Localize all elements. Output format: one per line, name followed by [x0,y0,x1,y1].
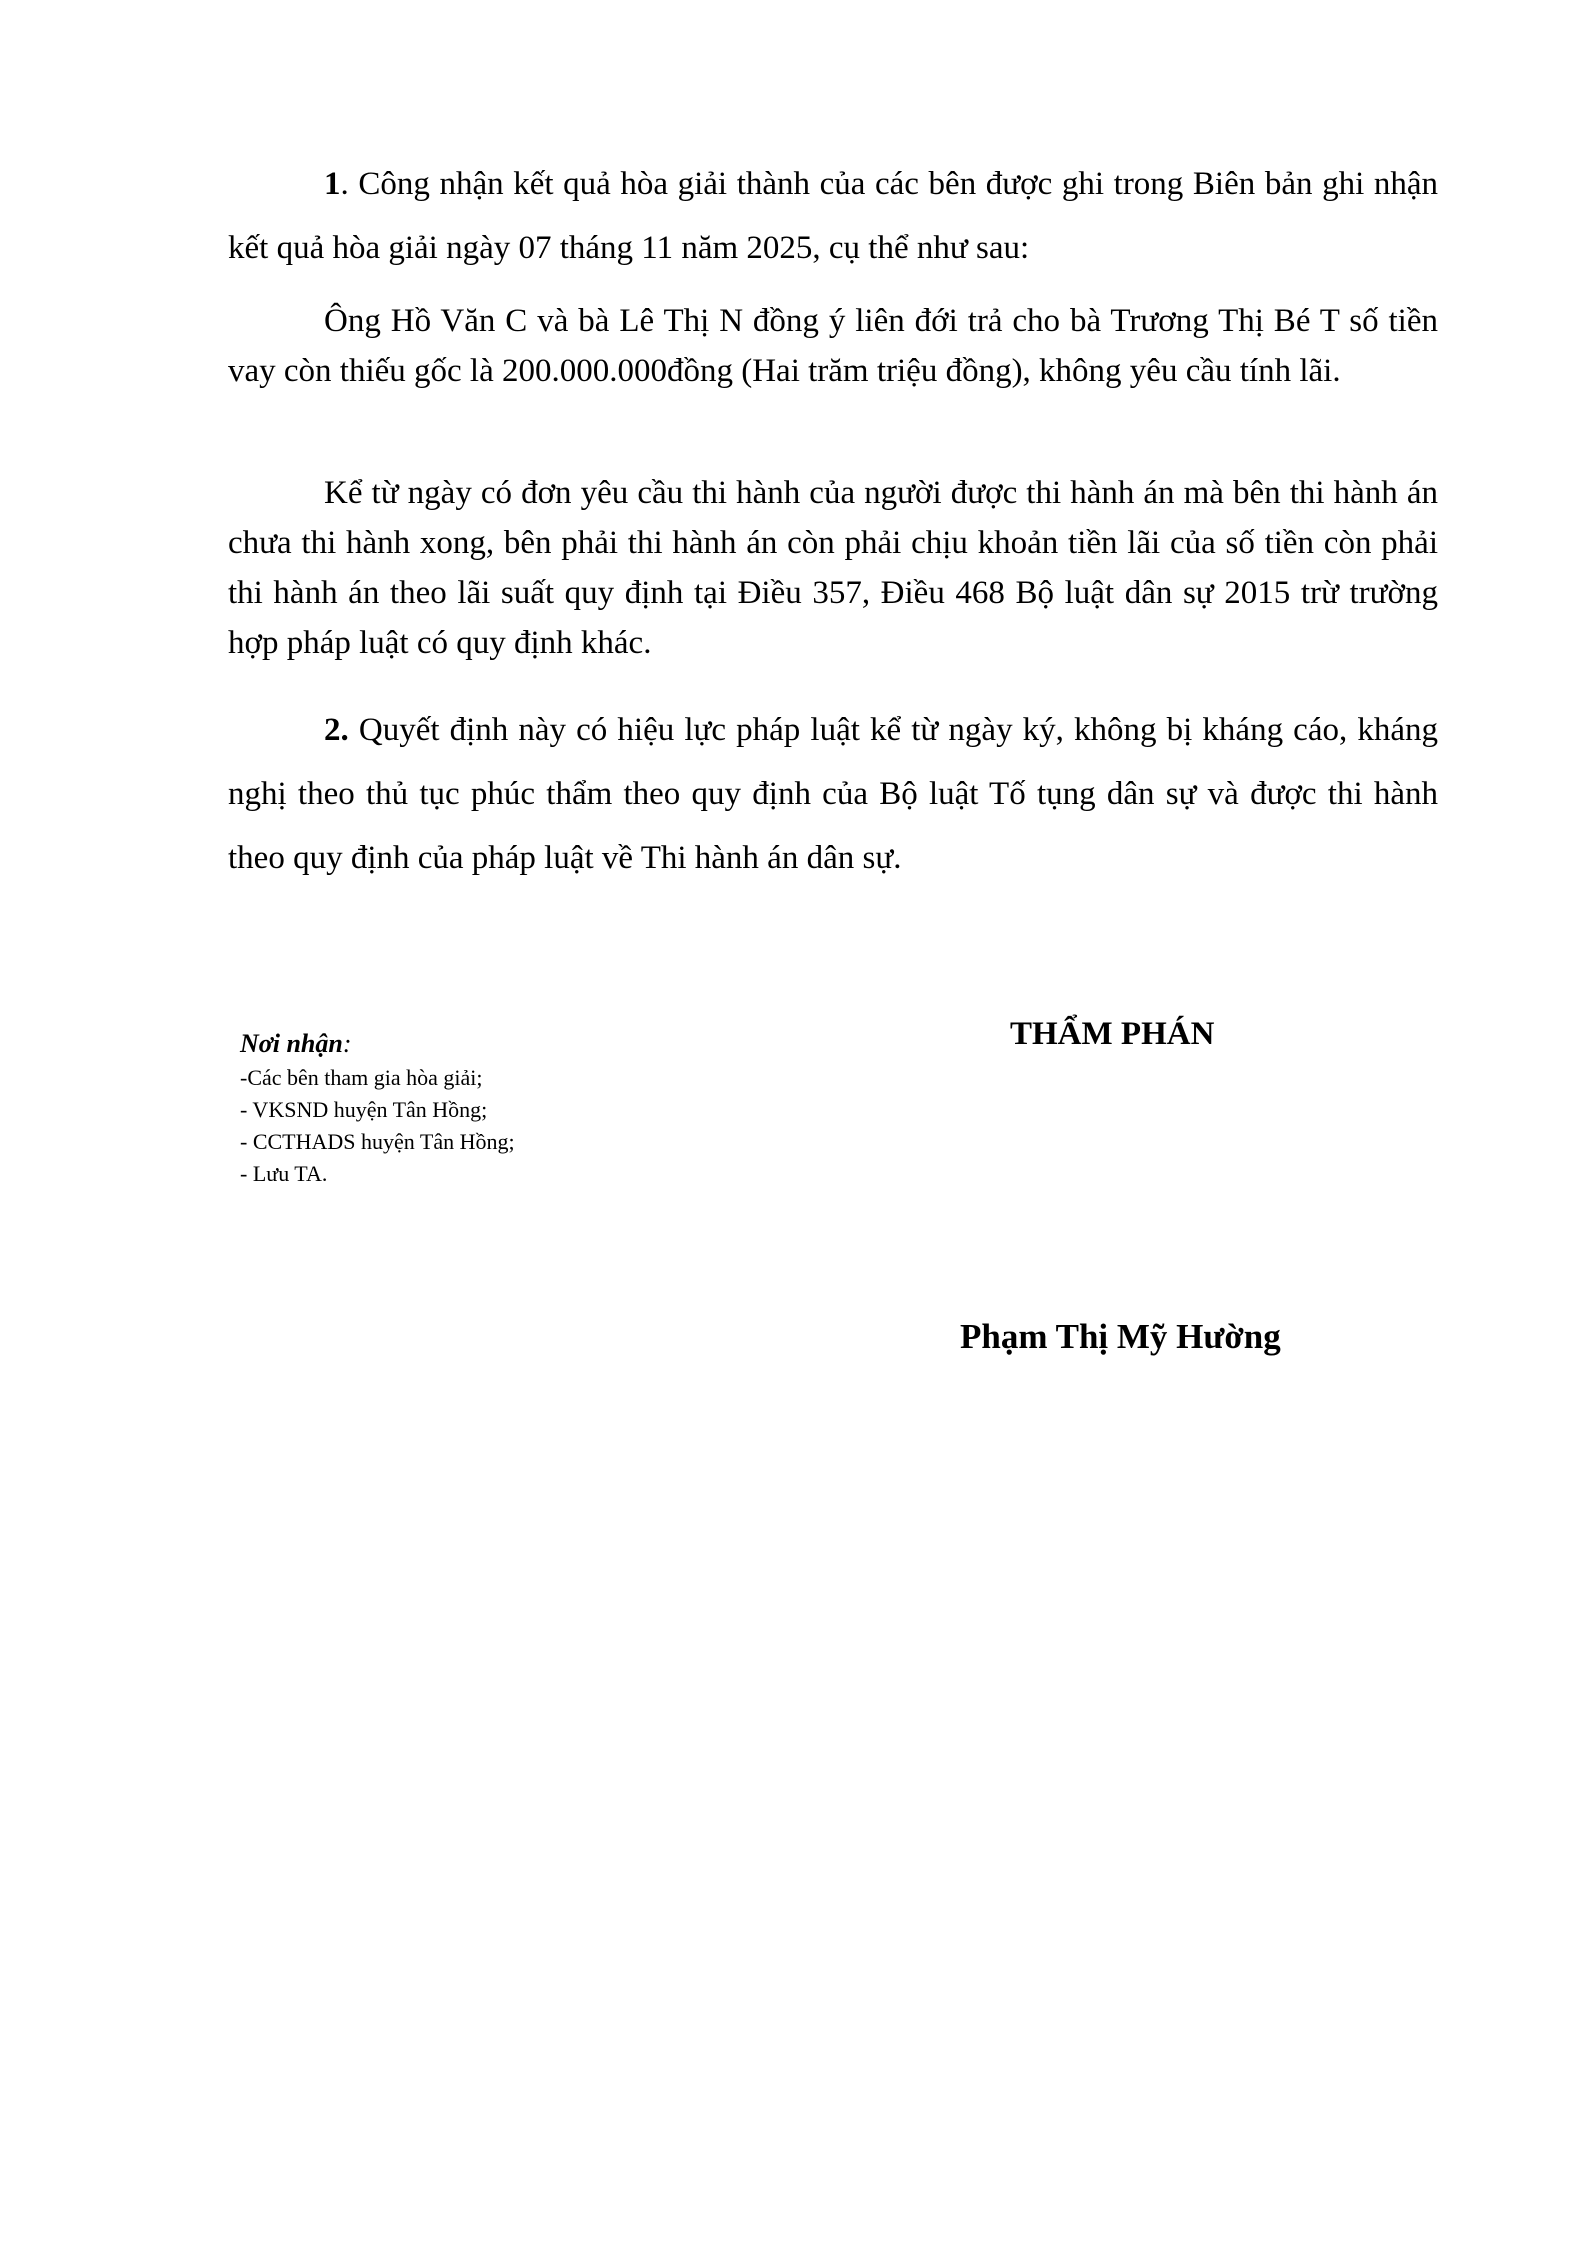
recipient-item: - VKSND huyện Tân Hồng; [240,1097,488,1122]
paragraph-1 [228,152,1438,280]
paragraph-2-text: Ông Hồ Văn C và bà Lê Thị N đồng ý liên đới trả cho bà Trương Thị Bé T số tiền vay còn thiếu gốc là 200.000.000đồng (Hai trăm triệu đồng), không yêu cầu tính lãi. [228,303,1438,389]
recipient-item: - CCTHADS huyện Tân Hồng; [240,1129,515,1154]
paragraph-2 [228,296,1438,396]
paragraph-4-number: 2. [324,712,349,748]
paragraph-3 [228,468,1438,668]
recipients-title-text: Nơi nhận [240,1029,343,1058]
judge-title: THẨM PHÁN [1010,1016,1215,1052]
paragraph-4 [228,698,1438,890]
recipients-block [240,1026,515,1190]
paragraph-1-text: . Công nhận kết quả hòa giải thành của các bên được ghi trong Biên bản ghi nhận kết quả hòa giải ngày 07 tháng 11 năm 2025, cụ thể như sau: [228,166,1438,266]
paragraph-3-text: Kể từ ngày có đơn yêu cầu thi hành của người được thi hành án mà bên thi hành án chưa thi hành xong, bên phải thi hành án còn phải chịu khoản tiền lãi của số tiền còn phải thi hành án theo lãi suất quy định tại Điều 357, Điều 468 Bộ luật dân sự 2015 trừ trường hợp pháp luật có quy định khác. [228,475,1438,661]
recipients-title-colon: : [342,1029,352,1058]
judge-name: Phạm Thị Mỹ Hường [960,1317,1281,1356]
paragraph-1-number: 1 [324,166,341,202]
paragraph-4-text: Quyết định này có hiệu lực pháp luật kể từ ngày ký, không bị kháng cáo, kháng nghị theo thủ tục phúc thẩm theo quy định của Bộ luật Tố tụng dân sự và được thi hành theo quy định của pháp luật về Thi hành án dân sự. [228,712,1438,876]
recipients-title [240,1026,515,1062]
recipient-item: -Các bên tham gia hòa giải; [240,1065,483,1090]
recipient-item: - Lưu TA. [240,1161,328,1186]
